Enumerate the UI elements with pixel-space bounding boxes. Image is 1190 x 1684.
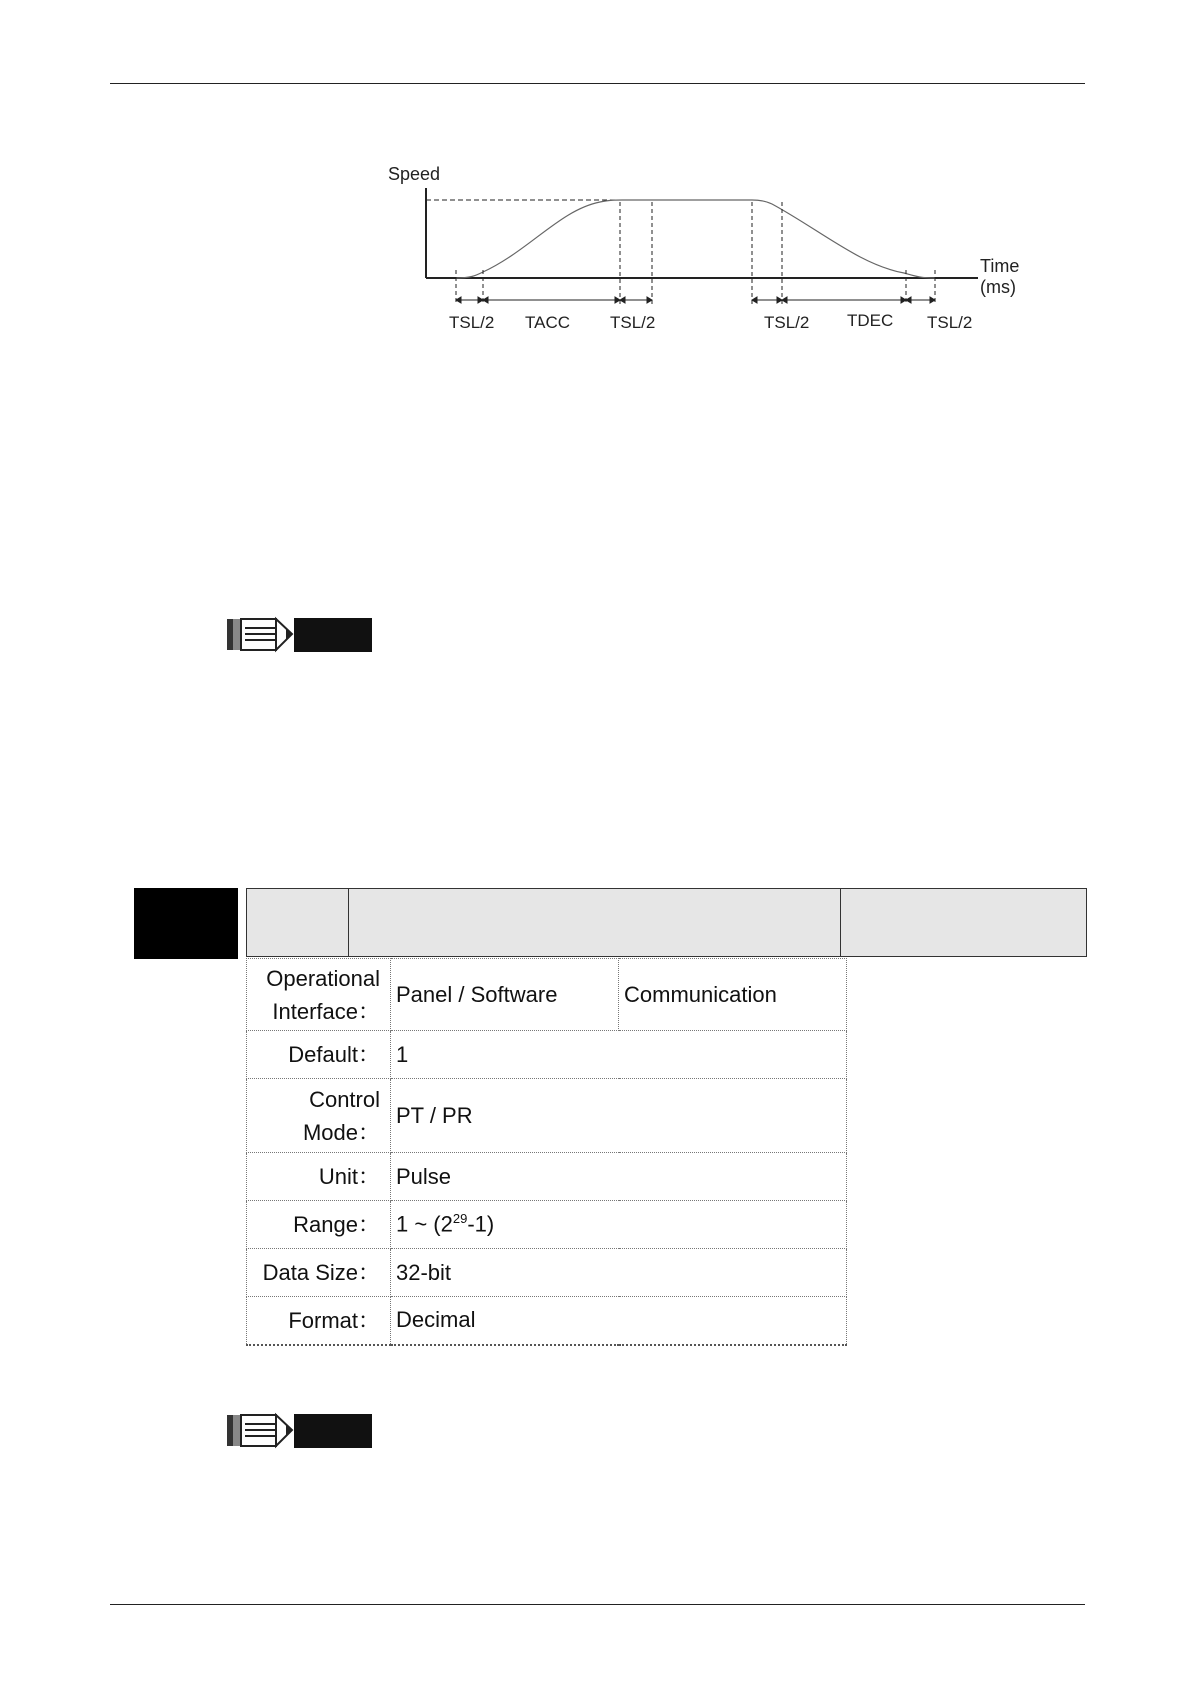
header-rule [110,83,1085,84]
format-value: Decimal [391,1297,847,1345]
range-label: Range： [247,1201,391,1249]
time-axis-unit: (ms) [980,277,1016,297]
speed-curve [456,200,935,278]
default-label: Default： [247,1031,391,1079]
s-curve-speed-diagram [360,150,1040,340]
note-label-box [294,1414,372,1448]
parameter-id-tab [134,888,238,959]
table-row [247,959,847,1031]
table-row [247,1249,847,1297]
range-value: 1 ~ $(2^{29}-1)$ [391,1201,847,1249]
segment-label: TACC [525,313,571,332]
parameter-table [246,958,847,1346]
table-row [247,1079,847,1153]
interface-option-communication: Communication [619,959,847,1031]
parameter-header [246,888,1087,957]
unit-value: Pulse [391,1153,847,1201]
control-mode-label: Control Mode： [247,1079,391,1153]
time-axis-label: Time [980,256,1020,276]
segment-label: TSL/2 [927,313,973,332]
note-icon [226,616,378,654]
parameter-header-col1 [247,889,349,956]
note-label-box [294,618,372,652]
interval-arrows [456,297,935,303]
data-size-label: Data Size： [247,1249,391,1297]
pencil-icon [226,616,296,654]
table-row [247,1153,847,1201]
speed-axis-label: Speed [388,164,441,184]
interface-label: Operational Interface： [247,959,391,1031]
format-label: Format： [247,1297,391,1345]
segment-label: TSL/2 [610,313,656,332]
note-icon [226,1412,378,1450]
segment-label: TDEC [847,311,894,330]
data-size-value: 32-bit [391,1249,847,1297]
footer-rule [110,1604,1085,1605]
parameter-header-col3 [840,889,1088,956]
segment-label: TSL/2 [764,313,810,332]
table-row [247,1297,847,1345]
time-markers [456,202,935,305]
segment-label: TSL/2 [449,313,495,332]
unit-label: Unit： [247,1153,391,1201]
table-row [247,1201,847,1249]
control-mode-value: PT / PR [391,1079,847,1153]
table-row [247,1031,847,1079]
pencil-icon [226,1412,296,1450]
default-value: 1 [391,1031,847,1079]
interface-option-panel: Panel / Software [391,959,619,1031]
